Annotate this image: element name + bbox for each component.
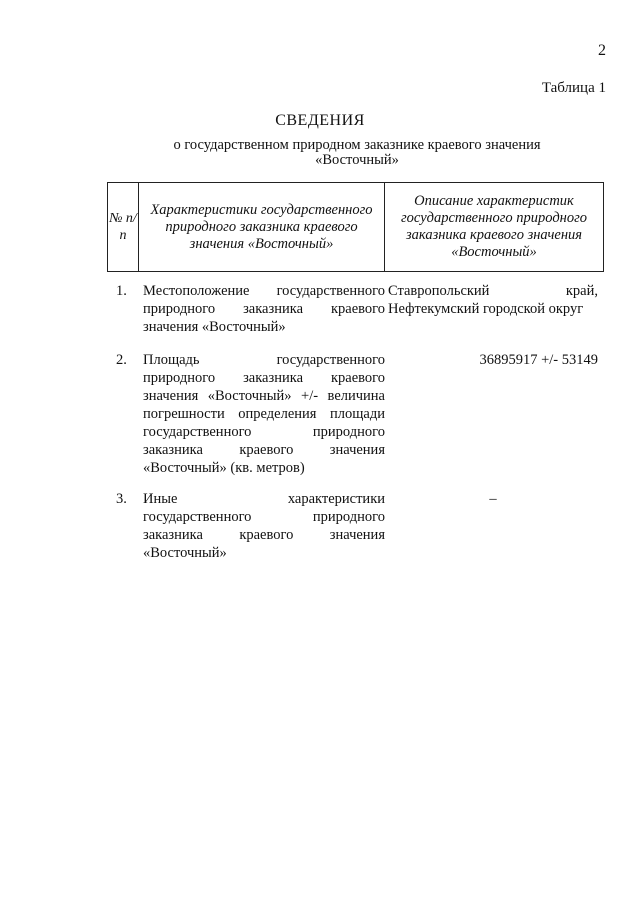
row-value: – [489, 491, 497, 507]
row-number: 1. [116, 283, 127, 299]
document-title: СВЕДЕНИЯ [275, 112, 365, 129]
header-number: № п/п [109, 211, 137, 243]
page-number: 2 [598, 42, 606, 59]
header-characteristic: Характеристики государственного природного заказника краевого значения «Восточный» [138, 183, 384, 271]
row-number: 3. [116, 491, 127, 507]
row-value: 36895917 +/- 53149 [479, 352, 598, 368]
table-header [107, 182, 604, 272]
row-value: Ставропольский край, Нефтекумский городской округ [388, 283, 598, 317]
row-characteristic: Площадь государственного природного заказника краевого значения «Восточный» +/- величина погрешности определения площади государственного природного заказника краевого значения «Восточный» (кв. метров) [143, 352, 385, 476]
row-characteristic: Местоположение государственного природного заказника краевого значения «Восточный» [143, 283, 385, 335]
table-label: Таблица 1 [541, 80, 606, 96]
row-characteristic: Иные характеристики государственного природного заказника краевого значения «Восточный» [143, 491, 385, 561]
document-subtitle: о государственном природном заказнике краевого значения «Восточный» [173, 137, 541, 168]
header-description: Описание характеристик государственного природного заказника краевого значения «Восточный» [384, 183, 603, 271]
row-number: 2. [116, 352, 127, 368]
